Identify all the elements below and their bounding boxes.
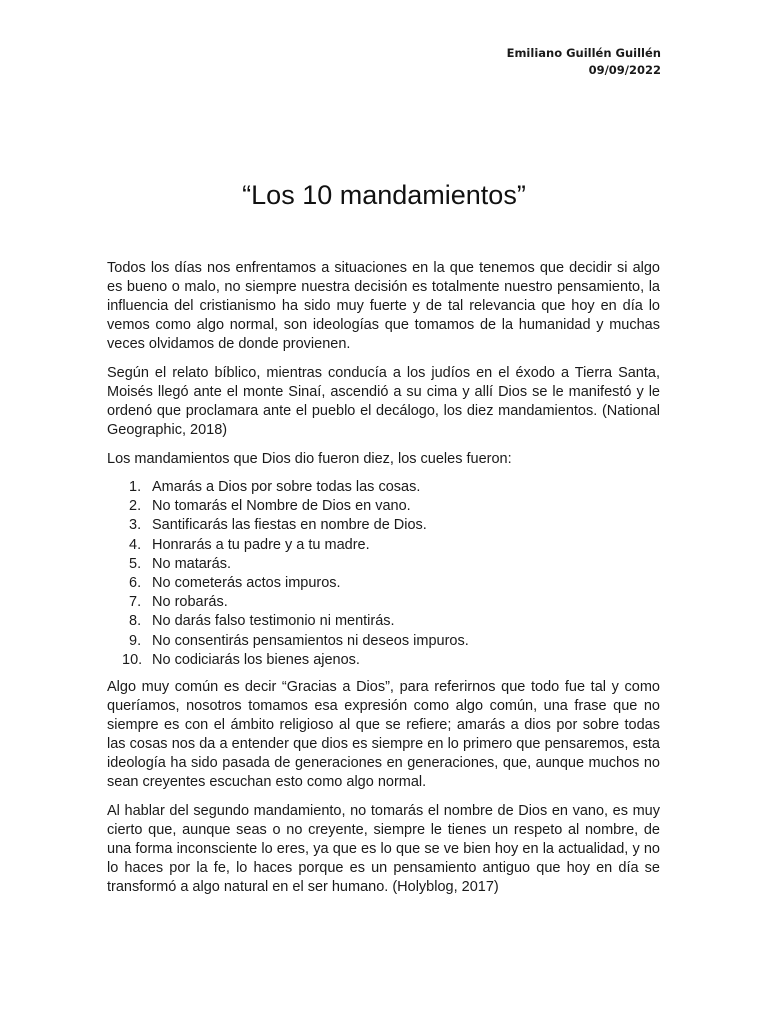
list-item bbox=[107, 497, 660, 516]
list-item-number: 9. bbox=[129, 632, 142, 649]
list-item-text: No tomarás el Nombre de Dios en vano. bbox=[152, 498, 411, 515]
list-item-text: No cometerás actos impuros. bbox=[152, 575, 341, 592]
list-item-text: Honrarás a tu padre y a tu madre. bbox=[152, 536, 370, 553]
list-item-number: 7. bbox=[129, 594, 142, 611]
list-item-text: Amarás a Dios por sobre todas las cosas. bbox=[152, 479, 421, 495]
author-name: Emiliano Guillén Guillén bbox=[506, 46, 661, 60]
paragraph-gracias-a-dios: Algo muy común es decir “Gracias a Dios”, para referirnos que todo fue tal y como queríamos, nosotros tomamos esa expresión como algo común, una frase que no siempre es con el ámbito religioso al que se refiere; amarás a dios por sobre todas las cosas nos da a entender que dios es siempre en lo primero que pensaremos, esta ideología ha sido pasada de generaciones en generaciones, que, aunque muchos no sean creyentes escuchan esto como algo normal. bbox=[107, 679, 660, 791]
list-item-number: 2. bbox=[129, 498, 142, 515]
list-item-number: 6. bbox=[129, 575, 142, 592]
paragraph-biblical-account: Según el relato bíblico, mientras conducía a los judíos en el éxodo a Tierra Santa, Moisés llegó ante el monte Sinaí, ascendió a su cima y allí Dios se le manifestó y le ordenó que proclamara ante el pueblo el decálogo, los diez mandamientos. (National Geographic, 2018) bbox=[107, 365, 660, 438]
list-item-text: Santificarás las fiestas en nombre de Dios. bbox=[152, 517, 427, 534]
list-item bbox=[107, 478, 660, 497]
list-item-number: 5. bbox=[129, 555, 142, 572]
list-item-text: No matarás. bbox=[152, 555, 231, 572]
list-item bbox=[107, 574, 660, 593]
paragraph-list-intro: Los mandamientos que Dios dio fueron diez, los cueles fueron: bbox=[107, 451, 512, 467]
paragraph-second-commandment: Al hablar del segundo mandamiento, no tomarás el nombre de Dios en vano, es muy cierto que, aunque seas o no creyente, siempre le tienes un respeto al nombre, de una forma inconsciente lo eres, ya que es lo que se ve bien hoy en la actualidad, y no lo haces por la fe, lo haces porque es un pensamiento antiguo que hoy en día se transformó a algo natural en el ser humano. (Holyblog, 2017) bbox=[107, 803, 660, 896]
list-item bbox=[107, 632, 660, 651]
list-item bbox=[107, 612, 660, 631]
document-body bbox=[107, 259, 660, 907]
list-item-number: 3. bbox=[129, 517, 142, 534]
list-item bbox=[107, 536, 660, 555]
list-item bbox=[107, 593, 660, 612]
document-title: “Los 10 mandamientos” bbox=[242, 180, 526, 210]
list-item-text: No codiciarás los bienes ajenos. bbox=[152, 651, 360, 668]
commandments-list bbox=[107, 478, 660, 670]
list-item-text: No darás falso testimonio ni mentirás. bbox=[152, 613, 395, 630]
document-date: 09/09/2022 bbox=[588, 63, 661, 77]
list-item bbox=[107, 555, 660, 574]
list-item-number: 8. bbox=[129, 613, 142, 630]
list-item-number: 1. bbox=[129, 479, 142, 495]
list-item-number: 10. bbox=[122, 651, 143, 668]
paragraph-intro: Todos los días nos enfrentamos a situaciones en la que tenemos que decidir si algo es bueno o malo, no siempre nuestra decisión es totalmente nuestro pensamiento, la influencia del cristianismo ha sido muy fuerte y de tal relevancia que hoy en día lo vemos como algo normal, son ideologías que tomamos de la humanidad y muchas veces olvidamos de donde provienen. bbox=[107, 260, 660, 352]
list-item-text: No consentirás pensamientos ni deseos impuros. bbox=[152, 632, 469, 649]
list-item bbox=[107, 651, 660, 670]
list-item-text: No robarás. bbox=[152, 594, 228, 611]
list-item bbox=[107, 516, 660, 535]
list-item-number: 4. bbox=[129, 536, 142, 553]
header-meta bbox=[507, 45, 661, 79]
